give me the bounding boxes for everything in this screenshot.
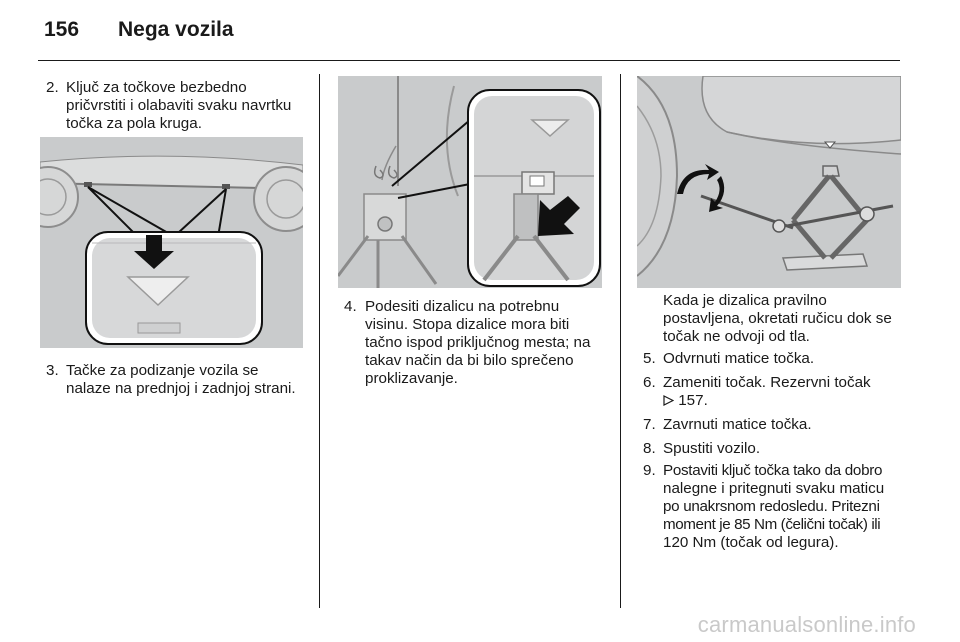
header-rule [38, 60, 900, 61]
step-4-line-3: tačno ispod priključnog mesta; na [365, 334, 591, 351]
step-2-line-1: Ključ za točkove bezbedno [66, 79, 247, 96]
step-5-number: 5. [643, 350, 656, 367]
watermark: carmanualsonline.info [697, 612, 916, 637]
step-9-line-1: Postaviti ključ točka tako da dobro [663, 462, 883, 479]
step-8-line-1: Spustiti vozilo. [663, 440, 761, 457]
step-5-line-1: Odvrnuti matice točka. [663, 350, 815, 367]
crossref-triangle-icon [663, 392, 678, 409]
crank-line-2: postavljena, okretati ručicu dok se [663, 310, 892, 327]
step-9-line-5: 120 Nm (točak od legura). [663, 534, 839, 551]
jack-cranking-illustration [637, 76, 901, 288]
step-4-line-2: visinu. Stopa dizalice mora biti [365, 316, 570, 333]
step-3-line-1: Tačke za podizanje vozila se [66, 362, 259, 379]
step-6-line-2-wrap [663, 392, 708, 410]
jacking-points-illustration [40, 137, 303, 348]
step-2-line-2: pričvrstiti i olabaviti svaku navrtku [66, 97, 292, 114]
jack-positioning-illustration [338, 76, 602, 288]
step-2-line-3: točka za pola kruga. [66, 115, 202, 132]
step-3-line-2: nalaze na prednjoj i zadnjoj strani. [66, 380, 296, 397]
step-9-line-2: nalegne i pritegnuti svaku maticu [663, 480, 885, 497]
step-9-line-4: moment je 85 Nm (čelični točak) ili [663, 516, 881, 533]
step-4-line-5: proklizavanje. [365, 370, 458, 387]
column-divider-2 [620, 74, 621, 608]
column-divider-1 [319, 74, 320, 608]
step-8-number: 8. [643, 440, 656, 457]
step-4-number: 4. [344, 298, 357, 315]
step-6-line-1: Zameniti točak. Rezervni točak [663, 374, 871, 391]
step-7-number: 7. [643, 416, 656, 433]
crank-line-1: Kada je dizalica pravilno [663, 292, 827, 309]
step-9-line-3: po unakrsnom redosledu. Pritezni [663, 498, 880, 515]
step-6-number: 6. [643, 374, 656, 391]
step-3-number: 3. [46, 362, 59, 379]
step-4-line-1: Podesiti dizalicu na potrebnu [365, 298, 560, 315]
step-4-line-4: takav način da bi bilo sprečeno [365, 352, 574, 369]
step-9-number: 9. [643, 462, 656, 479]
page-number: 156 [44, 18, 80, 41]
step-2-number: 2. [46, 79, 59, 96]
page-title: Nega vozila [118, 18, 234, 41]
step-7-line-1: Zavrnuti matice točka. [663, 416, 812, 433]
step-6-line-2[interactable]: 157. [678, 392, 708, 409]
crank-line-3: točak ne odvoji od tla. [663, 328, 810, 345]
